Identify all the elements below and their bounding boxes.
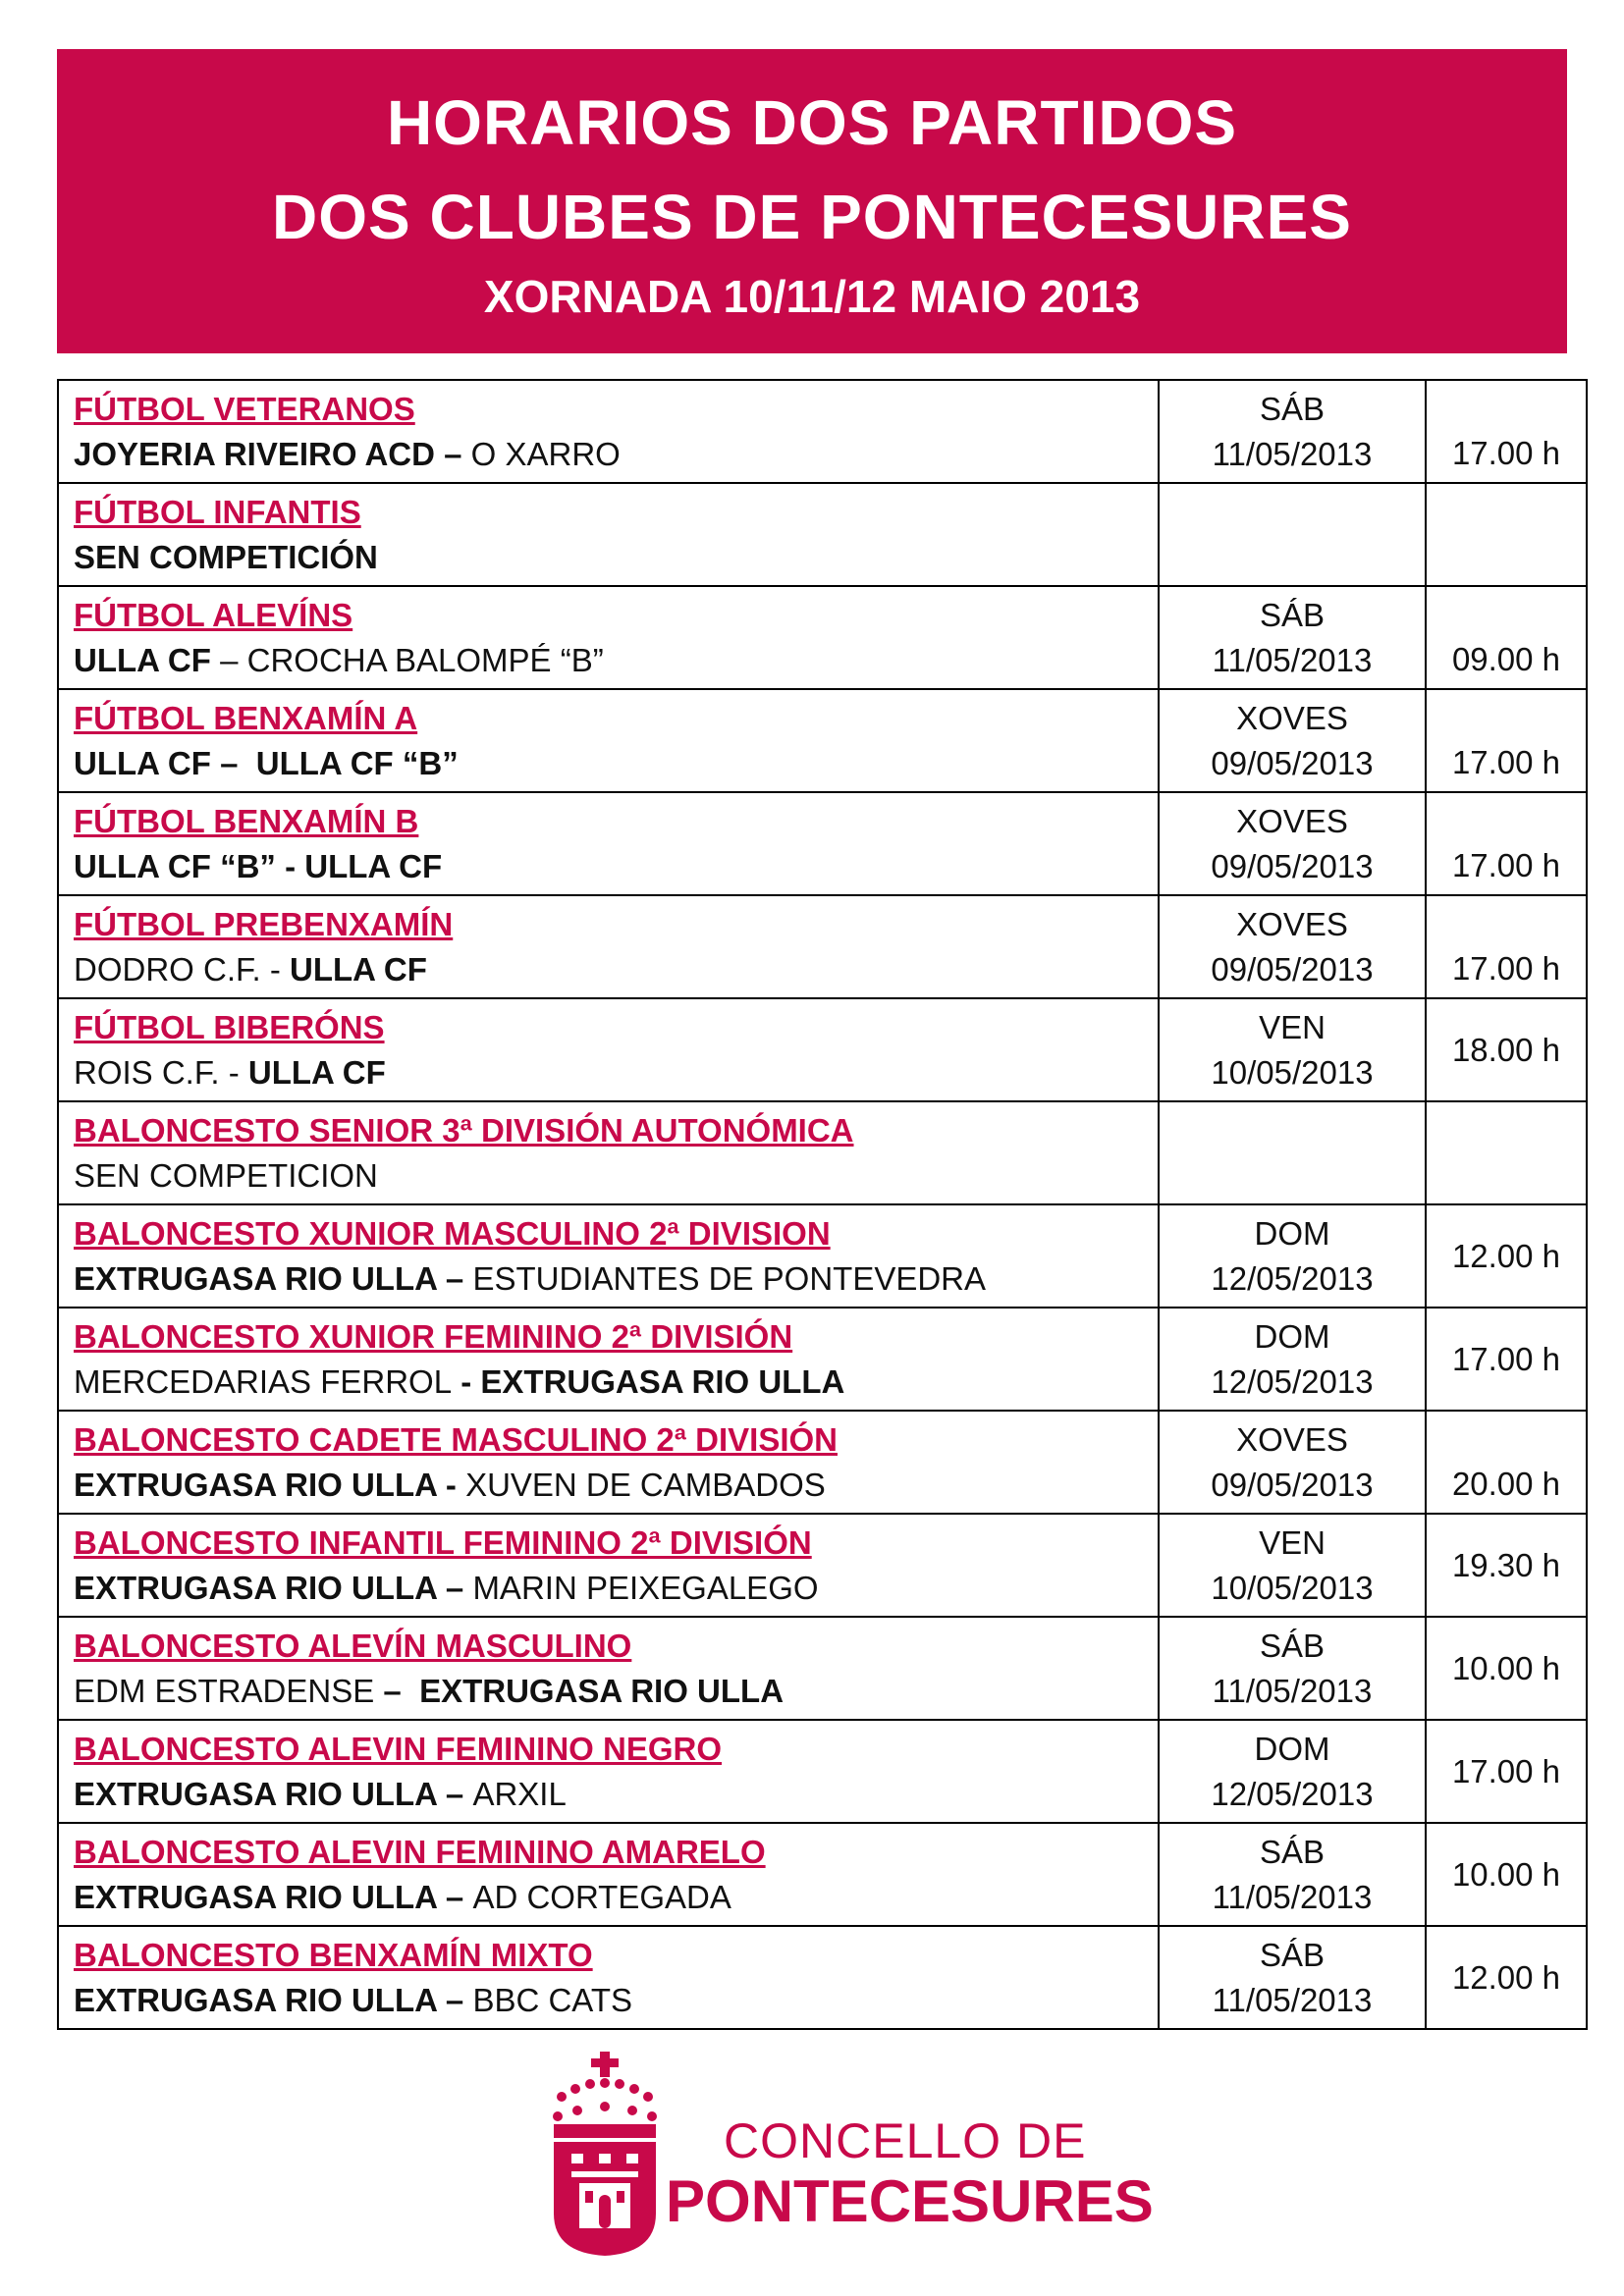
table-row (58, 1514, 1587, 1617)
team-b: EXTRUGASA RIO ULLA (419, 1672, 785, 1709)
match-day: VEN (1259, 1008, 1326, 1045)
category-label: FÚTBOL PREBENXAMÍN (74, 905, 454, 942)
match-teams (74, 1772, 1158, 1817)
team-b: ULLA CF (304, 847, 443, 884)
time-cell (1426, 1411, 1587, 1514)
footer-line1: CONCELLO DE (724, 2113, 1087, 2168)
table-row (58, 1308, 1587, 1411)
date-cell (1159, 1926, 1426, 2029)
time-cell (1426, 1308, 1587, 1411)
team-separator: - (275, 847, 305, 884)
team-b: BBC CATS (472, 1981, 633, 2018)
match-teams (74, 1669, 1158, 1714)
match-day: VEN (1259, 1523, 1326, 1561)
team-b: ESTUDIANTES DE PONTEVEDRA (472, 1259, 987, 1297)
match-date: 12/05/2013 (1211, 1362, 1374, 1400)
time-cell (1426, 1204, 1587, 1308)
schedule-table (57, 379, 1588, 2030)
date-cell (1159, 1411, 1426, 1514)
category-label: BALONCESTO ALEVIN FEMININO AMARELO (74, 1833, 766, 1870)
time-cell (1426, 1823, 1587, 1926)
time-cell (1426, 1514, 1587, 1617)
category-label: BALONCESTO ALEVIN FEMININO NEGRO (74, 1730, 723, 1767)
match-time: 17.00 h (1451, 1340, 1561, 1377)
team-a: ROIS C.F. (74, 1053, 220, 1091)
match-time: 12.00 h (1451, 1237, 1561, 1274)
match-day: SÁB (1259, 390, 1326, 427)
time-cell (1426, 1926, 1587, 2029)
time-cell (1426, 792, 1587, 895)
date-cell (1159, 689, 1426, 792)
category-label: FÚTBOL BENXAMÍN A (74, 699, 418, 736)
match-day: DOM (1254, 1730, 1330, 1767)
match-time: 17.00 h (1451, 949, 1561, 987)
category-label: BALONCESTO SENIOR 3ª DIVISIÓN AUTONÓMICA (74, 1111, 854, 1148)
match-cell (58, 586, 1159, 689)
table-row (58, 1204, 1587, 1308)
team-a: JOYERIA RIVEIRO ACD (74, 435, 435, 472)
category-label: BALONCESTO XUNIOR MASCULINO 2ª DIVISION (74, 1214, 831, 1252)
match-cell (58, 895, 1159, 998)
match-time: 17.00 h (1451, 846, 1561, 883)
match-teams (74, 1978, 1158, 2023)
footer-logo (550, 2052, 1154, 2268)
match-day: DOM (1254, 1317, 1330, 1355)
match-teams (74, 638, 1158, 683)
team-separator: – (436, 1981, 473, 2018)
table-row (58, 1823, 1587, 1926)
team-separator: - (436, 1466, 466, 1503)
date-cell (1159, 792, 1426, 895)
time-cell (1426, 1617, 1587, 1720)
team-a: ULLA CF (74, 744, 211, 781)
table-row (58, 1926, 1587, 2029)
team-separator: – (436, 1569, 473, 1606)
match-cell (58, 1308, 1159, 1411)
header-title-line1: HORARIOS DOS PARTIDOS (386, 87, 1238, 158)
match-time: 17.00 h (1451, 743, 1561, 780)
time-cell (1426, 998, 1587, 1101)
match-teams (74, 844, 1158, 889)
date-cell (1159, 1101, 1426, 1204)
match-day: XOVES (1236, 802, 1348, 839)
match-time: 20.00 h (1451, 1465, 1561, 1502)
match-date: 09/05/2013 (1211, 847, 1374, 884)
match-teams (74, 1050, 1158, 1095)
match-cell (58, 380, 1159, 483)
footer-line2: PONTECESURES (666, 2168, 1154, 2234)
header-subtitle: XORNADA 10/11/12 MAIO 2013 (483, 271, 1141, 322)
category-label: FÚTBOL VETERANOS (74, 390, 415, 427)
match-day: XOVES (1236, 905, 1348, 942)
match-date: 09/05/2013 (1211, 744, 1374, 781)
time-cell (1426, 895, 1587, 998)
match-teams (74, 1153, 1158, 1199)
match-cell (58, 1720, 1159, 1823)
match-cell (58, 1204, 1159, 1308)
match-teams (74, 535, 1158, 580)
table-row (58, 1617, 1587, 1720)
match-cell (58, 998, 1159, 1101)
team-separator: - (260, 950, 290, 988)
team-separator: - (219, 1053, 248, 1091)
team-separator: – (210, 641, 247, 678)
team-a: EDM ESTRADENSE (74, 1672, 375, 1709)
team-b: EXTRUGASA RIO ULLA (480, 1362, 845, 1400)
team-separator: – (436, 1259, 473, 1297)
match-cell (58, 1617, 1159, 1720)
team-a: EXTRUGASA RIO ULLA (74, 1259, 437, 1297)
team-separator: – (436, 1878, 473, 1915)
category-label: BALONCESTO BENXAMÍN MIXTO (74, 1936, 593, 1973)
category-label: FÚTBOL ALEVÍNS (74, 596, 353, 633)
match-cell (58, 1101, 1159, 1204)
match-teams (74, 1875, 1158, 1920)
team-b: ULLA CF (290, 950, 427, 988)
match-date: 10/05/2013 (1211, 1053, 1374, 1091)
match-cell (58, 1514, 1159, 1617)
match-cell (58, 483, 1159, 586)
match-time: 17.00 h (1451, 434, 1561, 471)
match-teams (74, 1256, 1158, 1302)
team-a: ULLA CF “B” (74, 847, 276, 884)
match-day: DOM (1254, 1214, 1330, 1252)
match-date: 11/05/2013 (1212, 641, 1373, 678)
match-day: SÁB (1259, 1833, 1326, 1870)
team-a: DODRO C.F. (74, 950, 261, 988)
match-teams (74, 1360, 1158, 1405)
team-a: SEN COMPETICION (74, 1156, 378, 1194)
match-date: 11/05/2013 (1212, 1981, 1373, 2018)
date-cell (1159, 1823, 1426, 1926)
team-a: EXTRUGASA RIO ULLA (74, 1981, 437, 2018)
category-label: BALONCESTO CADETE MASCULINO 2ª DIVISIÓN (74, 1420, 838, 1458)
match-cell (58, 1926, 1159, 2029)
match-time: 10.00 h (1451, 1855, 1561, 1893)
match-date: 11/05/2013 (1212, 1672, 1373, 1709)
table-row (58, 380, 1587, 483)
match-time: 18.00 h (1451, 1031, 1561, 1068)
team-b: ULLA CF (247, 1053, 386, 1091)
team-a: EXTRUGASA RIO ULLA (74, 1878, 437, 1915)
match-teams (74, 741, 1158, 786)
match-teams (74, 432, 1158, 477)
time-cell (1426, 483, 1587, 586)
match-day: XOVES (1236, 699, 1348, 736)
match-time: 12.00 h (1451, 1958, 1561, 1996)
team-b: XUVEN DE CAMBADOS (465, 1466, 826, 1503)
match-time: 17.00 h (1451, 1752, 1561, 1789)
date-cell (1159, 586, 1426, 689)
date-cell (1159, 1308, 1426, 1411)
match-day: SÁB (1259, 1936, 1326, 1973)
match-day: SÁB (1259, 1627, 1326, 1664)
team-b: CROCHA BALOMPÉ “B” (246, 641, 604, 678)
match-time: 09.00 h (1451, 640, 1561, 677)
table-row (58, 586, 1587, 689)
team-separator: - (452, 1362, 481, 1400)
team-separator: – (374, 1672, 420, 1709)
team-a: EXTRUGASA RIO ULLA (74, 1569, 437, 1606)
team-b: MARIN PEIXEGALEGO (472, 1569, 819, 1606)
team-a: MERCEDARIAS FERROL (74, 1362, 453, 1400)
match-day: SÁB (1259, 596, 1326, 633)
table-row (58, 483, 1587, 586)
match-date: 12/05/2013 (1211, 1775, 1374, 1812)
team-a: EXTRUGASA RIO ULLA (74, 1466, 437, 1503)
team-b: ULLA CF “B” (255, 744, 459, 781)
team-separator: – (434, 435, 471, 472)
match-date: 09/05/2013 (1211, 950, 1374, 988)
match-teams (74, 947, 1158, 992)
category-label: BALONCESTO ALEVÍN MASCULINO (74, 1627, 632, 1664)
match-date: 12/05/2013 (1211, 1259, 1374, 1297)
match-time: 10.00 h (1451, 1649, 1561, 1686)
team-b: AD CORTEGADA (472, 1878, 731, 1915)
category-label: BALONCESTO INFANTIL FEMININO 2ª DIVISIÓN (74, 1523, 812, 1561)
category-label: BALONCESTO XUNIOR FEMININO 2ª DIVISIÓN (74, 1317, 793, 1355)
category-label: FÚTBOL BIBERÓNS (74, 1008, 385, 1045)
match-date: 10/05/2013 (1211, 1569, 1374, 1606)
date-cell (1159, 1617, 1426, 1720)
category-label: FÚTBOL INFANTIS (74, 493, 361, 530)
header-title-line2: DOS CLUBES DE PONTECESURES (272, 182, 1352, 252)
date-cell (1159, 1514, 1426, 1617)
match-date: 11/05/2013 (1212, 1878, 1373, 1915)
time-cell (1426, 586, 1587, 689)
date-cell (1159, 1204, 1426, 1308)
table-row (58, 792, 1587, 895)
crest-icon (550, 2052, 660, 2258)
team-separator: – (436, 1775, 473, 1812)
table-row (58, 689, 1587, 792)
match-date: 09/05/2013 (1211, 1466, 1374, 1503)
match-date: 11/05/2013 (1212, 435, 1373, 472)
table-row (58, 895, 1587, 998)
category-label: FÚTBOL BENXAMÍN B (74, 802, 419, 839)
table-row (58, 998, 1587, 1101)
team-separator: – (210, 744, 256, 781)
date-cell (1159, 895, 1426, 998)
team-a: EXTRUGASA RIO ULLA (74, 1775, 437, 1812)
team-a: ULLA CF (74, 641, 211, 678)
match-teams (74, 1566, 1158, 1611)
table-row (58, 1101, 1587, 1204)
team-b: ARXIL (472, 1775, 567, 1812)
match-cell (58, 1823, 1159, 1926)
table-row (58, 1411, 1587, 1514)
team-a: SEN COMPETICIÓN (74, 538, 378, 575)
date-cell (1159, 380, 1426, 483)
match-cell (58, 689, 1159, 792)
time-cell (1426, 1101, 1587, 1204)
match-cell (58, 1411, 1159, 1514)
table-row (58, 1720, 1587, 1823)
schedule-body (58, 380, 1587, 2029)
time-cell (1426, 380, 1587, 483)
time-cell (1426, 1720, 1587, 1823)
match-time: 19.30 h (1451, 1546, 1561, 1583)
date-cell (1159, 1720, 1426, 1823)
date-cell (1159, 998, 1426, 1101)
header-banner (57, 49, 1567, 353)
time-cell (1426, 689, 1587, 792)
team-b: O XARRO (470, 435, 621, 472)
date-cell (1159, 483, 1426, 586)
match-day: XOVES (1236, 1420, 1348, 1458)
match-teams (74, 1463, 1158, 1508)
match-cell (58, 792, 1159, 895)
